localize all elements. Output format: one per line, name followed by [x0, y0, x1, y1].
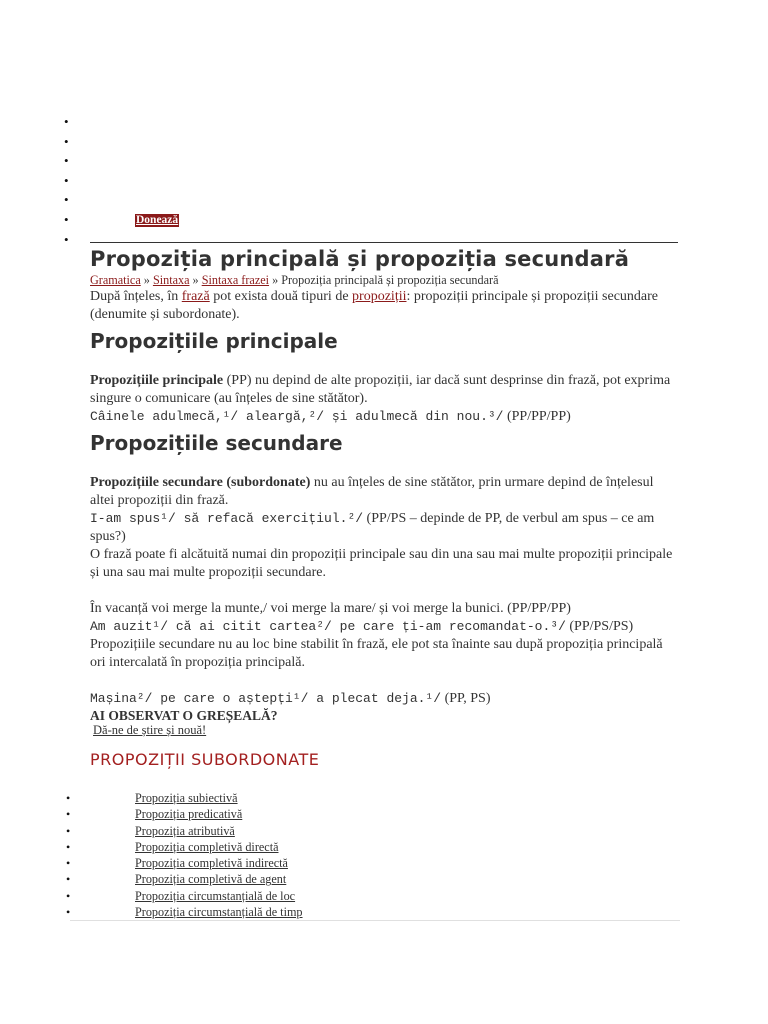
- donate-link[interactable]: Donează: [136, 213, 179, 226]
- breadcrumb: [90, 273, 680, 288]
- secondary-paragraph: O frază poate fi alcătuită numai din propoziții principale sau din una sau mai multe propoziții principale și una sau mai multe propoziții secundare.: [90, 547, 673, 580]
- example-note: (PP/PP/PP): [503, 409, 571, 424]
- example-note: (PP/PS – depinde de PP, de verbul am spus – ce am spus?): [90, 511, 655, 544]
- bottom-divider: [70, 920, 680, 921]
- related-link[interactable]: Propoziția completivă de agent: [135, 872, 287, 887]
- example-note: (PP/PS/PS): [565, 619, 634, 634]
- position-paragraph: Propozițiile secundare nu au loc bine stabilit în frază, ele pot sta înainte sau după propoziția principală ori intercalată în propoziția principală.: [90, 637, 663, 670]
- principal-definition: [90, 372, 680, 408]
- secondary-example: [90, 510, 680, 546]
- related-link[interactable]: Propoziția atributivă: [135, 823, 235, 838]
- intro-text: pot exista două tipuri de: [209, 289, 353, 304]
- breadcrumb-separator: »: [143, 273, 150, 287]
- secondary-text: nu au înțeles de sine stătător, prin urmare depind de înțelesul altei propoziții din frază.: [90, 475, 654, 508]
- fraza-link[interactable]: frază: [181, 289, 210, 304]
- car-example: [90, 690, 680, 708]
- intro-paragraph: [90, 288, 680, 324]
- example-code: Câinele adulmecă,¹/ aleargă,²/ și adulmecă din nou.³/: [90, 409, 504, 424]
- feedback-box: [90, 723, 680, 737]
- intro-text: : propoziții principale și propoziții secundare (denumite și subordonate).: [90, 289, 659, 322]
- feedback-link[interactable]: Dă-ne de știre și nouă!: [93, 723, 207, 737]
- related-link[interactable]: Propoziția subiectivă: [135, 791, 238, 805]
- secondary-definition: [90, 474, 680, 510]
- breadcrumb-gramatica[interactable]: Gramatica: [90, 273, 141, 287]
- breadcrumb-sintaxa-frazei[interactable]: Sintaxa frazei: [201, 273, 270, 287]
- example-code: Mașina²/ pe care o aștepți¹/ a plecat deja.¹/: [90, 691, 442, 706]
- book-example: [90, 618, 680, 636]
- breadcrumb-sintaxa[interactable]: Sintaxa: [152, 273, 190, 287]
- related-link[interactable]: Propoziția circumstanțială de timp: [135, 905, 303, 920]
- related-link[interactable]: Propoziția completivă directă: [135, 839, 279, 854]
- section-heading-secondary: Propozițiile secundare: [90, 431, 343, 455]
- propozitii-link[interactable]: propoziții: [352, 289, 407, 304]
- article: [90, 243, 680, 770]
- intro-text: După înțeles, în: [90, 289, 182, 304]
- breadcrumb-separator: »: [192, 273, 199, 287]
- related-link[interactable]: Propoziția predicativă: [135, 807, 243, 822]
- section-heading-principal: Propozițiile principale: [90, 329, 338, 353]
- principal-term: Propozițiile principale: [90, 373, 224, 388]
- principal-example: [90, 408, 680, 426]
- related-link[interactable]: Propoziția circumstanțială de loc: [135, 888, 296, 903]
- related-link[interactable]: Propoziția completivă indirectă: [135, 856, 288, 871]
- breadcrumb-separator: »: [272, 273, 279, 287]
- secondary-term: Propozițiile secundare (subordonate): [90, 475, 311, 490]
- related-heading: PROPOZIȚII SUBORDONATE: [90, 750, 320, 769]
- example-code: Am auzit¹/ că ai citit cartea²/ pe care ți-am recomandat-o.³/: [90, 619, 566, 634]
- feedback-title: AI OBSERVAT O GREȘEALĂ?: [90, 708, 278, 723]
- vacation-example: În vacanță voi merge la munte,/ voi merge la mare/ și voi merge la bunici. (PP/PP/PP): [90, 601, 571, 616]
- example-code: I-am spus¹/ să refacă exercițiul.²/: [90, 511, 364, 526]
- page-title: Propoziția principală și propoziția secundară: [90, 247, 630, 271]
- example-note: (PP, PS): [441, 691, 491, 706]
- principal-text: (PP) nu depind de alte propoziții, iar dacă sunt desprinse din frază, pot exprima singure o comunicare (au înțeles de sine stătător).: [90, 373, 671, 406]
- breadcrumb-current: Propoziția principală și propoziția secundară: [281, 273, 499, 287]
